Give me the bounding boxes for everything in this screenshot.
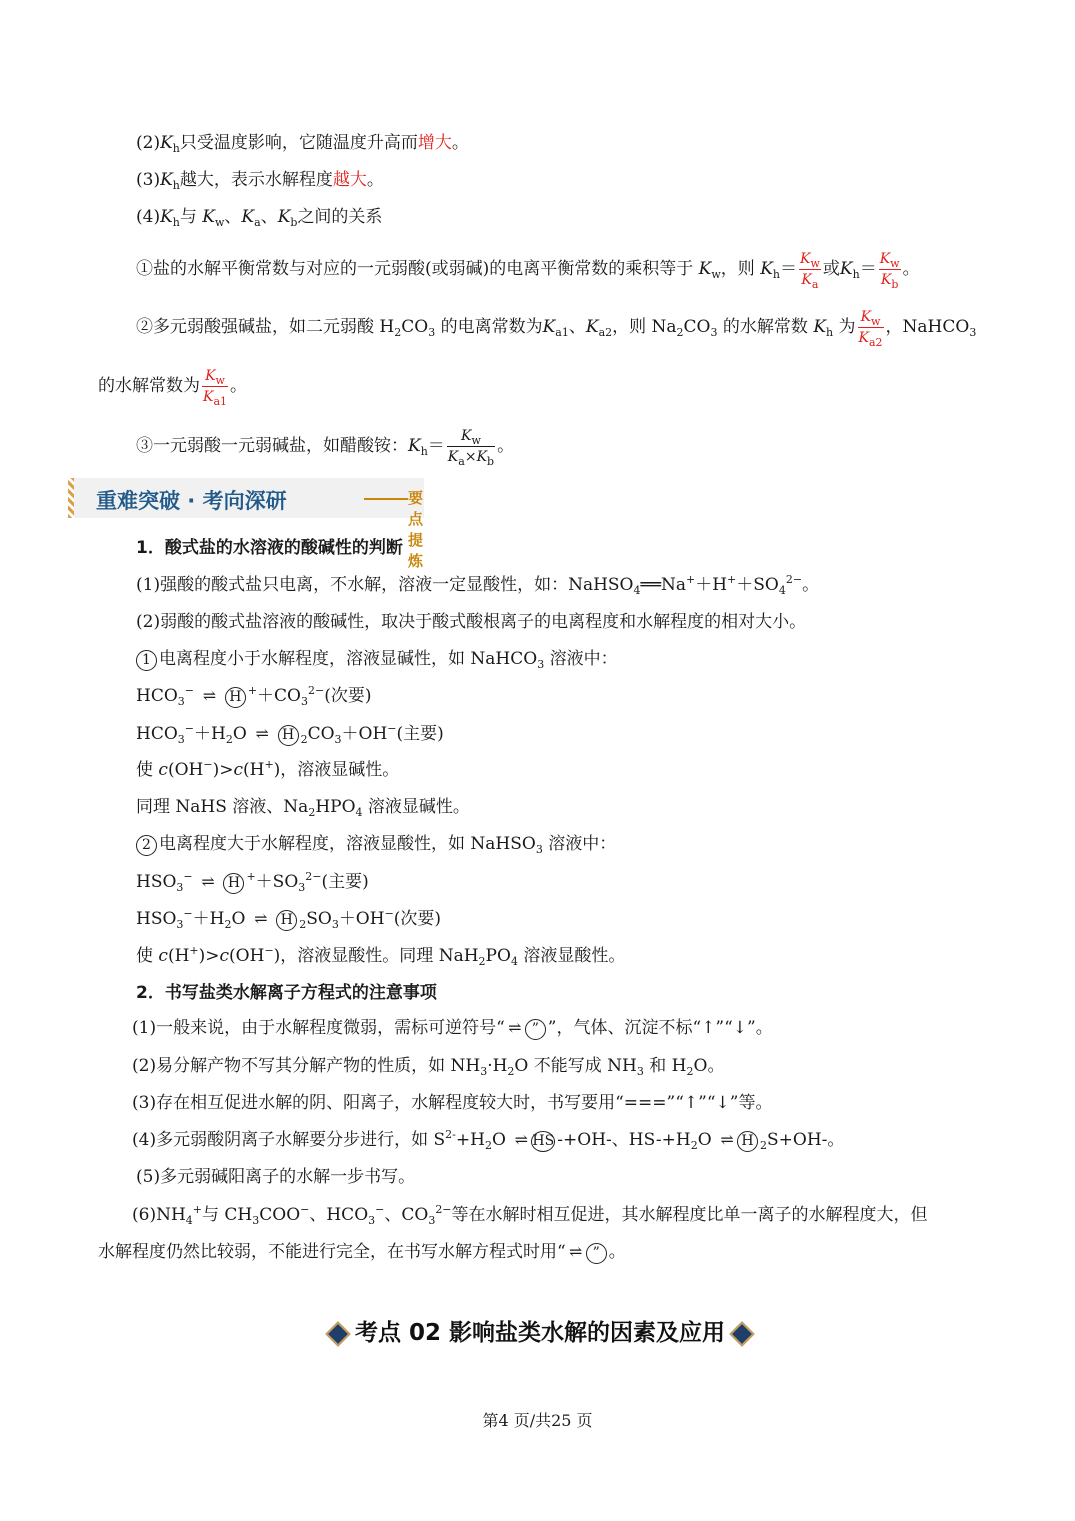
section-title: 重难突破 · 考向深研 <box>96 489 287 513</box>
kw-over-ka-kb-fraction: $\frac{K_w}{K_a\times K_b}$ <box>447 428 495 468</box>
section-tag: 要点提炼 <box>408 489 424 570</box>
kw-over-ka-fraction: $\frac{K_w}{K_a}$ <box>800 251 820 291</box>
note-1: (1)一般来说，由于水解程度微弱，需标可逆符号“ ⇌ ” ”，气体、沉淀不标“↑”“↓”。 <box>132 1018 773 1038</box>
reversible-arrow-icon: ⇌ <box>720 1130 734 1149</box>
kh-prop-4: $(4)K_h$与 $K_w$、$K_a$、$K_b$之间的关系 <box>136 207 383 229</box>
acidic-conclusion: 使 c(H+)>c(OH−)，溶液显酸性。同理 $NaH_2PO_4$ 溶液显酸性。 <box>136 944 626 968</box>
note-2: (2)易分解产物不写其分解产物的性质，如 $NH_3\cdot H_2O$ 不能写成 $NH_3$ 和 $H_2O$。 <box>132 1056 725 1078</box>
reversible-arrow-icon: ⇌ <box>254 909 268 928</box>
equation-4: $HSO_3^-+H_2O$ ⇌ H $_2SO_3+OH^-$(次要) <box>136 907 442 931</box>
equation-3: $HSO_3^-$ ⇌ H $^++SO_3^{2-}$(主要) <box>136 870 369 894</box>
reversible-arrow-icon: ⇌ <box>514 1130 528 1149</box>
section-stripe <box>68 478 74 518</box>
case-1: 1 电离程度小于水解程度，溶液显碱性，如 NaHCO$_3$ 溶液中： <box>136 647 618 671</box>
relation-2-cont: 的水解常数为 $\frac{K_w}{K_{a1}}$ 。 <box>98 368 248 408</box>
equation-1: $HCO_3^-$ ⇌ H $^++CO_3^{2-}$(次要) <box>136 684 372 708</box>
basic-conclusion: 使 c(OH−)>c(H+)，溶液显碱性。 <box>136 758 400 780</box>
reversible-arrow-icon: ⇌ <box>508 1018 522 1037</box>
circled-number: 2 <box>136 835 157 856</box>
kaodian-title: 考点 02 影响盐类水解的因素及应用 <box>354 1320 726 1346</box>
basic-similar: 同理 NaHS 溶液、$Na_2HPO_4$ 溶液显碱性。 <box>136 797 470 819</box>
heading-2: 2．书写盐类水解离子方程式的注意事项 <box>136 983 437 1003</box>
relation-1: ①盐的水解平衡常数与对应的一元弱酸(或弱碱)的电离平衡常数的乘积等于 $K_w$，则 $K_h=$ $\frac{K_w}{K_a}$ 或$K_h=$ $\frac{K_w}{K_b}$ 。 <box>136 251 920 291</box>
note-4: (4)多元弱酸阴离子水解要分步进行，如 $S^{2-}+H_2O$ ⇌ HS -+OH-、$HS-+H_2O$ ⇌ H $_2$S+OH-。 <box>132 1128 845 1152</box>
kh-prop-3: $(3)K_h$越大，表示水解程度越大。 <box>136 170 384 192</box>
reversible-arrow-icon: ⇌ <box>202 686 217 705</box>
page-footer: 第4 页/共25 页 <box>482 1411 593 1430</box>
diamond-icon <box>325 1321 350 1346</box>
kw-over-kb-fraction: $\frac{K_w}{K_b}$ <box>879 251 900 291</box>
equation-2: $HCO_3^-+H_2O$ ⇌ H $_2CO_3+OH^-$(主要) <box>136 722 444 746</box>
section-dash <box>364 498 408 500</box>
reversible-arrow-icon: ⇌ <box>569 1242 583 1261</box>
kh-prop-2: $(2)K_h$只受温度影响，它随温度升高而增大。 <box>136 133 469 155</box>
note-6-cont: 水解程度仍然比较弱，不能进行完全，在书写水解方程式时用“ ⇌ ” 。 <box>98 1242 626 1262</box>
kw-over-ka2-fraction: $\frac{K_w}{K_{a2}}$ <box>858 309 883 349</box>
reversible-arrow-icon: ⇌ <box>255 724 269 743</box>
kaodian-heading <box>300 1314 780 1352</box>
kw-over-ka1-fraction: $\frac{K_w}{K_{a1}}$ <box>203 368 228 408</box>
relation-2: ②多元弱酸强碱盐，如二元弱酸 $H_2CO_3$ 的电离常数为$K_{a1}$、$K_{a2}$，则 $Na_2CO_3$ 的水解常数 $K_h$ 为 $\frac{K_w}{K_{a2}}$ ，NaHCO$_3$ <box>136 309 977 349</box>
reversible-arrow-icon: ⇌ <box>201 872 215 891</box>
heading-1: 1．酸式盐的水溶液的酸碱性的判断 <box>136 538 403 558</box>
diamond-icon <box>729 1321 754 1346</box>
case-2: 2 电离程度大于水解程度，溶液显酸性，如 NaHSO$_3$ 溶液中： <box>136 832 616 856</box>
note-6: $(6)NH_4^+$与 $CH_3COO^-$、$HCO_3^-$、$CO_3^{2-}$等在水解时相互促进，其水解程度比单一离子的水解程度大，但 <box>132 1203 928 1227</box>
note-5: (5)多元弱碱阳离子的水解一步书写。 <box>136 1167 416 1187</box>
relation-3: ③一元弱酸一元弱碱盐，如醋酸铵：$K_h=$ $\frac{K_w}{K_a\times K_b}$ 。 <box>136 428 515 468</box>
acid-line-2: (2)弱酸的酸式盐溶液的酸碱性，取决于酸式酸根离子的电离程度和水解程度的相对大小。 <box>136 612 807 632</box>
note-3: (3)存在相互促进水解的阴、阳离子，水解程度较大时，书写要用“===”“↑”“↓”等。 <box>132 1093 773 1113</box>
acid-line-1: (1)强酸的酸式盐只电离，不水解，溶液一定显酸性，如：$NaHSO_4══Na^++H^++SO_4^{2-}$。 <box>136 573 820 597</box>
circled-number: 1 <box>136 650 157 671</box>
